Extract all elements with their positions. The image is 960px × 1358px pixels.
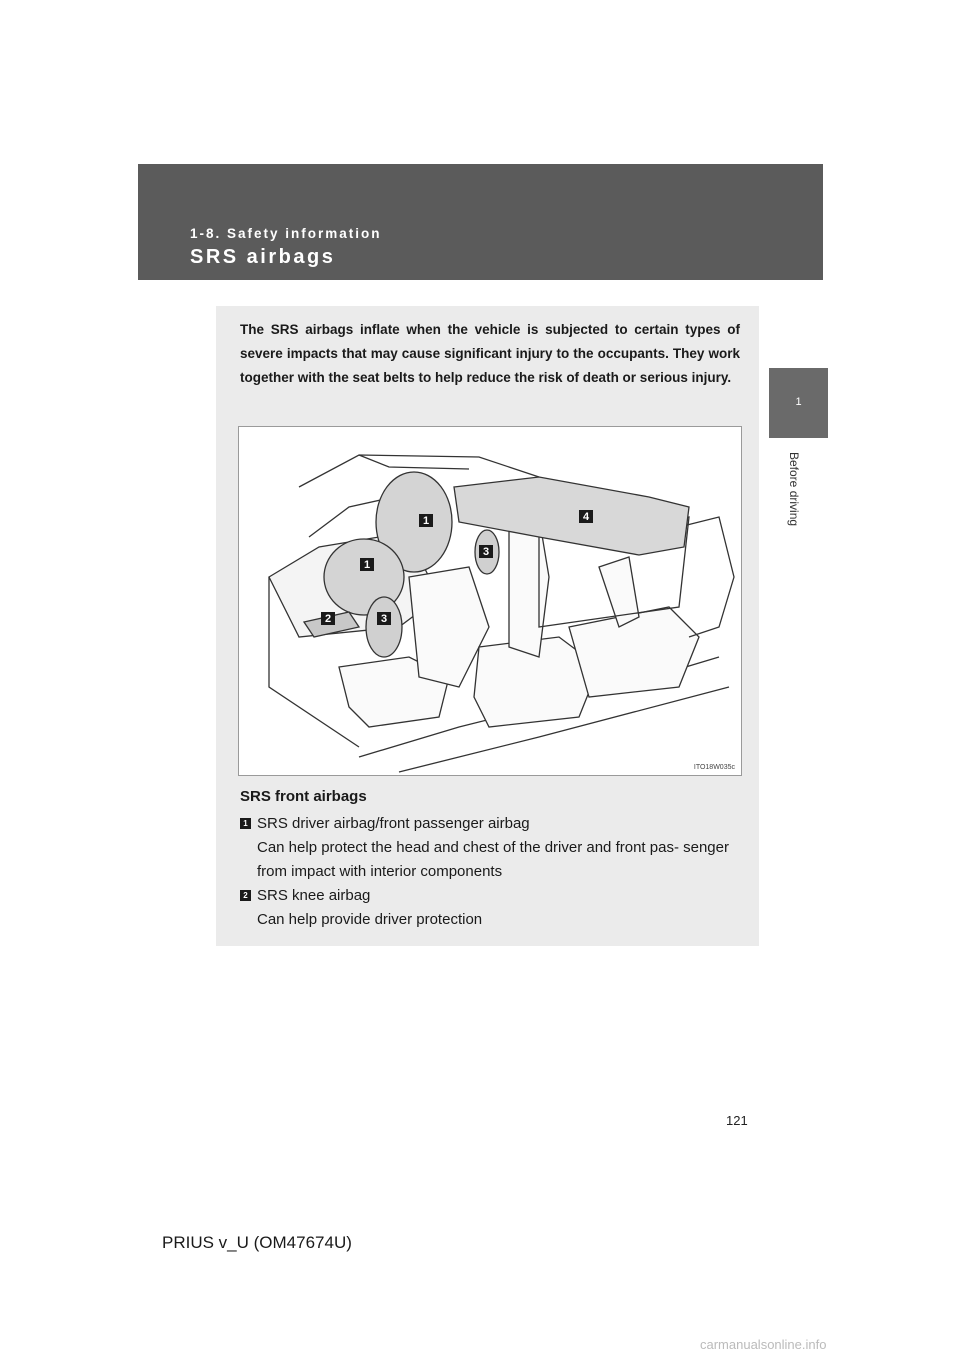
item-label: SRS knee airbag: [257, 887, 371, 904]
chapter-number: 1: [795, 396, 802, 408]
item-label: SRS driver airbag/front passenger airbag: [257, 815, 530, 832]
chapter-tab[interactable]: [769, 368, 828, 438]
item-description: Can help protect the head and chest of the driver and front pas- senger from impact with interior components: [257, 839, 729, 880]
car-interior-drawing: [239, 427, 741, 775]
svg-text:3: 3: [380, 613, 388, 625]
page-number: 121: [726, 1113, 748, 1128]
marker-1-icon: 1: [240, 818, 251, 829]
section-label: 1-8. Safety information: [190, 226, 382, 241]
image-code: ITO18W035c: [693, 764, 735, 771]
watermark: carmanualsonline.info: [700, 1337, 827, 1352]
svg-text:1: 1: [422, 515, 430, 527]
svg-text:4: 4: [582, 511, 590, 523]
chapter-label-text: Before driving: [787, 452, 801, 527]
page-title: SRS airbags: [190, 246, 336, 268]
content-box: [216, 306, 759, 946]
item-description: Can help provide driver protection: [257, 911, 483, 928]
svg-text:3: 3: [482, 546, 490, 558]
intro-paragraph: The SRS airbags inflate when the vehicle is subjected to certain types of severe impacts that may cause significant injury to the occupants. They work together with the seat belts to help reduce the risk of death or serious injury.: [240, 322, 740, 385]
header-band: [138, 164, 823, 280]
footer-model: PRIUS v_U (OM47674U): [162, 1233, 352, 1252]
svg-text:1: 1: [363, 559, 371, 571]
marker-2-icon: 2: [240, 890, 251, 901]
airbag-illustration: [238, 426, 742, 776]
list-title: SRS front airbags: [240, 788, 367, 805]
svg-text:2: 2: [324, 613, 332, 625]
chapter-label: [771, 450, 827, 540]
